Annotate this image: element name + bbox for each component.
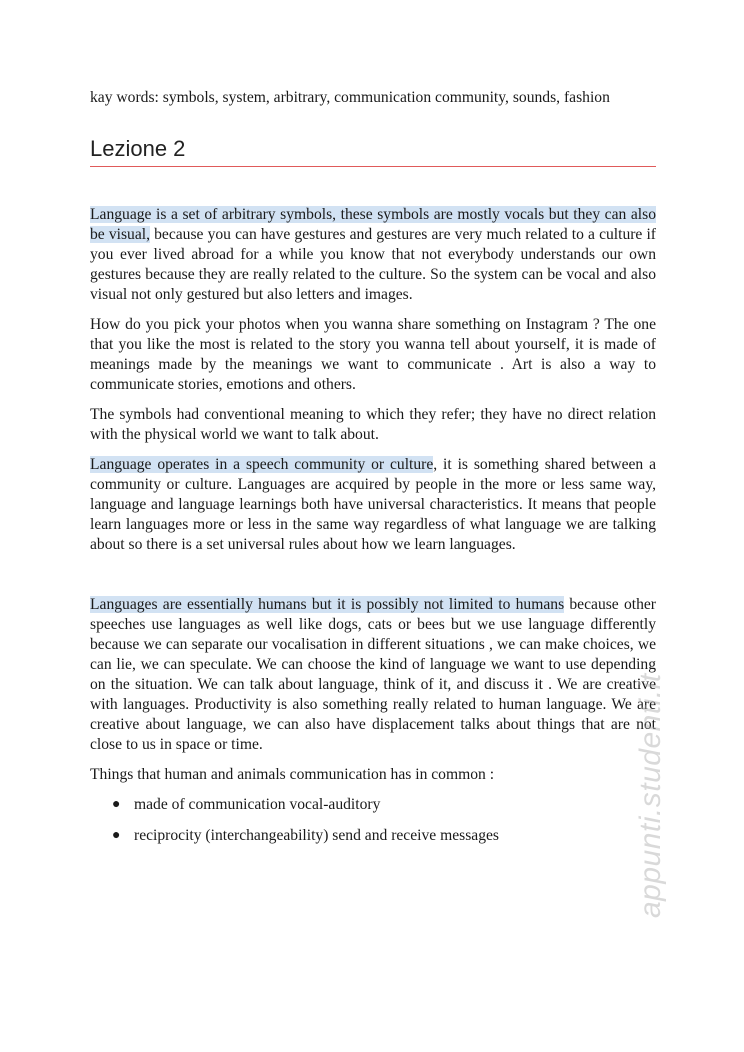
highlighted-text: Language is a set of arbitrary symbols, these symbols are mostly vocals but they can also be visual, <box>90 206 656 243</box>
list-item-text: reciprocity (interchangeability) send and receive messages <box>134 827 499 844</box>
paragraph-text: because you can have gestures and gestures are very much related to a culture if you ever lived abroad for a while you know that not everybody understands our own gestures because they are really related to the culture. So the system can be vocal and also visual not only gestured but also letters and images. <box>90 226 657 303</box>
paragraph-text: , it is something shared between a community or culture. Languages are acquired by people in the more or less same way, language and language learnings both have universal characteristics. It means that people learn languages more or less in the same way regardless of what language we are talking about so there is a set universal rules about how we learn languages. <box>90 456 656 553</box>
bullet-icon: ● <box>112 797 121 812</box>
watermark: appunti.studenti.it <box>634 673 667 918</box>
paragraph-2: How do you pick your photos when you wanna share something on Instagram ? The one that you like the most is related to the story you wanna tell about yourself, it is made of meanings made by the meanings we want to communicate . Art is also a way to communicate stories, emotions and others. <box>90 316 656 393</box>
bullet-list <box>90 795 656 846</box>
highlighted-text: Languages are essentially humans but it is possibly not limited to humans <box>90 596 565 613</box>
keywords-line: kay words: symbols, system, arbitrary, communication community, sounds, fashion <box>90 89 610 106</box>
section-heading: Lezione 2 <box>90 135 656 167</box>
paragraph-5 <box>90 595 656 755</box>
list-item <box>90 826 656 846</box>
document-page <box>90 88 656 857</box>
bullet-icon: ● <box>112 828 121 843</box>
paragraph-6: Things that human and animals communication has in common : <box>90 766 495 783</box>
paragraph-4 <box>90 455 656 555</box>
list-item-text: made of communication vocal-auditory <box>134 796 381 813</box>
paragraph-text: because other speeches use languages as well like dogs, cats or bees but we use language differently because we can separate our vocalisation in different situations , we can make choices, we can lie, we can speculate. We can choose the kind of language we want to use depending on the situation. We can talk about language, think of it, and discuss it . We are creative with languages. Productivity is also something really related to human language. We are creative about language, we can also have displacement talks about things that are not close to us in space or time. <box>90 596 656 753</box>
list-item <box>90 795 656 815</box>
paragraph-1 <box>90 205 656 305</box>
paragraph-3: The symbols had conventional meaning to which they refer; they have no direct relation with the physical world we want to talk about. <box>90 406 656 443</box>
highlighted-text: Language operates in a speech community or culture <box>90 456 434 473</box>
